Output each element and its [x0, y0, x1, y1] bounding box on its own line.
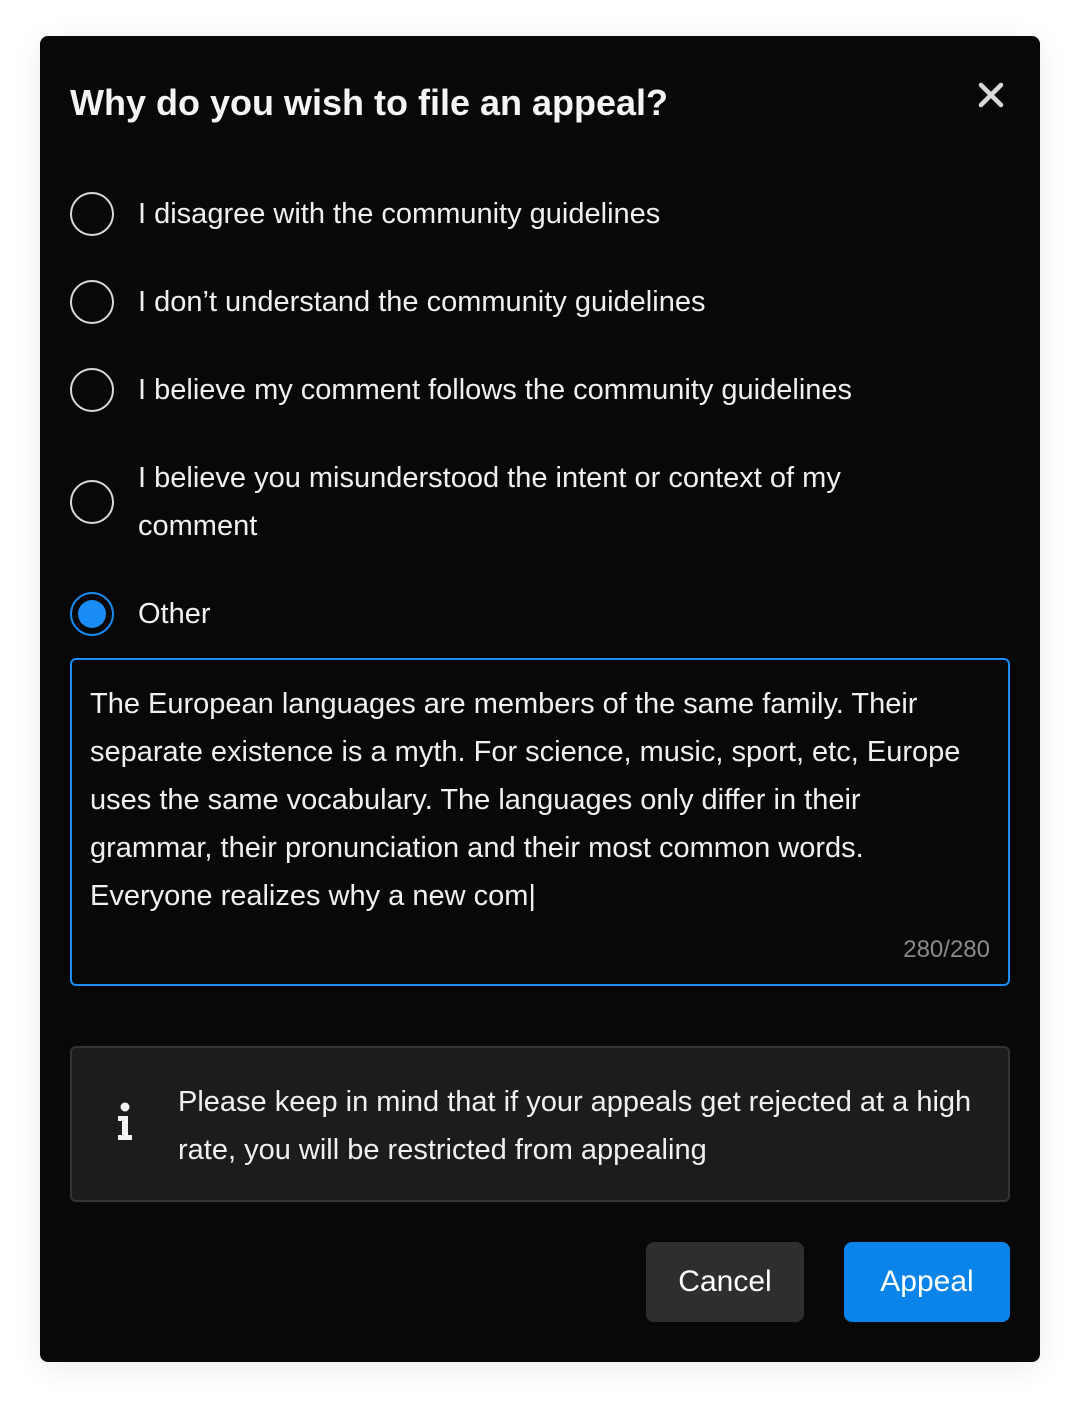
- option-label: I don’t understand the community guidelines: [138, 286, 706, 318]
- close-button[interactable]: [968, 72, 1014, 118]
- notice-text: Please keep in mind that if your appeals get rejected at a high rate, you will be restricted from appealing: [178, 1086, 972, 1166]
- radio-button[interactable]: [70, 280, 114, 324]
- radio-button[interactable]: [70, 368, 114, 412]
- character-counter: 280/280: [903, 936, 990, 963]
- option-disagree[interactable]: [70, 190, 1000, 238]
- other-reason-textarea[interactable]: [70, 658, 1010, 986]
- option-label: I believe my comment follows the community guidelines: [138, 374, 853, 406]
- appeal-button[interactable]: Appeal: [844, 1242, 1010, 1322]
- radio-button[interactable]: [70, 192, 114, 236]
- option-dont-understand[interactable]: [70, 278, 1000, 326]
- cancel-button[interactable]: Cancel: [646, 1242, 804, 1322]
- info-icon: [112, 1102, 138, 1142]
- radio-button[interactable]: [70, 480, 114, 524]
- dialog-title: Why do you wish to file an appeal?: [70, 82, 669, 123]
- close-icon: [978, 82, 1004, 108]
- option-label: I disagree with the community guidelines: [138, 198, 661, 230]
- option-label: I believe you misunderstood the intent or context of my comment: [138, 462, 841, 542]
- option-misunderstood-intent[interactable]: [70, 454, 1000, 550]
- appeal-dialog: [40, 36, 1040, 1362]
- option-other[interactable]: [70, 590, 1000, 638]
- radio-button-selected[interactable]: [70, 592, 114, 636]
- textarea-value: The European languages are members of the same family. Their separate existence is a myth. For science, music, sport, etc, Europe uses the same vocabulary. The languages only differ in their grammar, their pronunciation and their most common words. Everyone realizes why a new com|: [90, 688, 969, 912]
- option-label: Other: [138, 598, 211, 630]
- notice-banner: [70, 1046, 1010, 1202]
- option-follows-guidelines[interactable]: [70, 366, 1000, 414]
